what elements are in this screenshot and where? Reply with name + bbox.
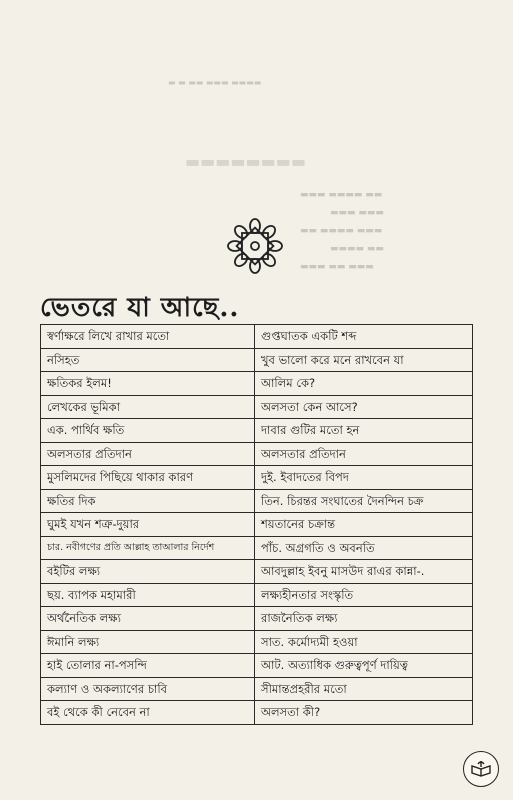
toc-entry: কল্যাণ ও অকল্যাণের চাবি bbox=[41, 677, 255, 701]
toc-entry: ক্ষতির দিক bbox=[41, 489, 255, 513]
toc-entry: অর্থনৈতিক লক্ষ্য bbox=[41, 607, 255, 631]
toc-entry: সাত. কর্মোদ্যমী হওয়া bbox=[255, 630, 473, 654]
toc-entry: রাজনৈতিক লক্ষ্য bbox=[255, 607, 473, 631]
toc-entry: গুপ্তঘাতক একটি শব্দ bbox=[255, 325, 473, 349]
bleed-through-mark: ▬ ▬ ▬▬ ▬▬▬ ▬▬▬▬ bbox=[168, 78, 262, 87]
toc-entry: শয়তানের চক্রান্ত bbox=[255, 513, 473, 537]
table-row bbox=[41, 395, 473, 419]
toc-entry: দাবার গুটির মতো হন bbox=[255, 419, 473, 443]
toc-entry: ক্ষতিকর ইলম! bbox=[41, 372, 255, 396]
toc-entry: বইটির লক্ষ্য bbox=[41, 560, 255, 584]
toc-entry: লক্ষ্যহীনতার সংস্কৃতি bbox=[255, 583, 473, 607]
toc-entry: আট. অত্যাধিক গুরুত্বপূর্ণ দায়িত্ব bbox=[255, 654, 473, 678]
table-row bbox=[41, 513, 473, 537]
table-row bbox=[41, 348, 473, 372]
toc-entry: ঈমানি লক্ষ্য bbox=[41, 630, 255, 654]
table-row bbox=[41, 677, 473, 701]
bleed-through-mark: ▬▬▬ ▬▬ ▬▬▬ bbox=[300, 262, 374, 272]
table-row bbox=[41, 630, 473, 654]
toc-entry: ঘুমই যখন শত্রু-দুয়ার bbox=[41, 513, 255, 537]
toc-entry: তিন. চিরন্তর সংঘাতের দৈনন্দিন চক্র bbox=[255, 489, 473, 513]
toc-entry: অলসতা কী? bbox=[255, 701, 473, 725]
contents-table bbox=[40, 324, 473, 725]
toc-entry: ছয়. ব্যাপক মহামারী bbox=[41, 583, 255, 607]
toc-entry: স্বর্ণাক্ষরে লিখে রাখার মতো bbox=[41, 325, 255, 349]
bleed-through-mark: ▬▬ ▬▬▬▬ ▬▬▬ bbox=[300, 226, 383, 236]
toc-entry: পাঁচ. অগ্রগতি ও অবনতি bbox=[255, 536, 473, 560]
table-row bbox=[41, 372, 473, 396]
table-row bbox=[41, 442, 473, 466]
table-row bbox=[41, 536, 473, 560]
toc-entry: খুব ভালো করে মনে রাখবেন যা bbox=[255, 348, 473, 372]
bleed-through-mark: ▬▬▬▬▬▬▬▬ bbox=[185, 152, 306, 171]
table-row bbox=[41, 560, 473, 584]
table-row bbox=[41, 466, 473, 490]
table-row bbox=[41, 701, 473, 725]
toc-entry: লেখকের ভূমিকা bbox=[41, 395, 255, 419]
toc-entry: হাই তোলার না-পসন্দি bbox=[41, 654, 255, 678]
toc-entry: অলসতার প্রতিদান bbox=[41, 442, 255, 466]
page-title: ভেতরে যা আছে.. bbox=[40, 293, 240, 323]
toc-entry: চার. নবীগণের প্রতি আল্লাহ তাআলার নির্দেশ bbox=[41, 536, 255, 560]
bleed-through-mark: ▬▬▬ ▬▬▬▬ ▬▬ bbox=[300, 190, 383, 200]
table-row bbox=[41, 654, 473, 678]
toc-entry: নসিহত bbox=[41, 348, 255, 372]
table-row bbox=[41, 607, 473, 631]
toc-entry: মুসলিমদের পিছিয়ে থাকার কারণ bbox=[41, 466, 255, 490]
floral-star-ornament-icon bbox=[226, 217, 284, 275]
table-row bbox=[41, 489, 473, 513]
table-row bbox=[41, 325, 473, 349]
toc-entry: দুই. ইবাদতের বিপদ bbox=[255, 466, 473, 490]
toc-entry: আলিম কে? bbox=[255, 372, 473, 396]
toc-entry: আবদুল্লাহ ইবনু মাসউদ রাএর কান্না-. bbox=[255, 560, 473, 584]
table-row bbox=[41, 419, 473, 443]
toc-entry: অলসতা কেন আসে? bbox=[255, 395, 473, 419]
book-publisher-logo-icon bbox=[463, 751, 499, 787]
bleed-through-mark: ▬▬▬ ▬▬▬ bbox=[330, 208, 384, 218]
toc-entry: এক. পার্থিব ক্ষতি bbox=[41, 419, 255, 443]
toc-entry: অলসতার প্রতিদান bbox=[255, 442, 473, 466]
bleed-through-mark: ▬▬▬▬ ▬▬ bbox=[330, 244, 384, 254]
table-row bbox=[41, 583, 473, 607]
toc-entry: সীমান্তপ্রহরীর মতো bbox=[255, 677, 473, 701]
toc-entry: বই থেকে কী নেবেন না bbox=[41, 701, 255, 725]
